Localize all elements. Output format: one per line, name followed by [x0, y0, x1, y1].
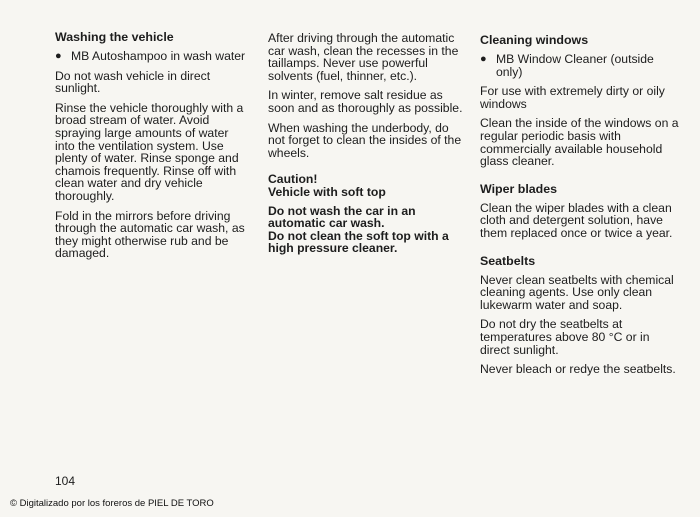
paragraph: When washing the underbody, do not forget to clean the insides of the wheels.: [268, 120, 462, 160]
bullet-item: [480, 53, 680, 78]
heading-washing-vehicle: Washing the vehicle: [55, 30, 174, 44]
caution-box: [268, 173, 466, 255]
paragraph: Never bleach or redye the seatbelts.: [480, 362, 676, 377]
caution-subtitle: Vehicle with soft top: [268, 184, 386, 199]
paragraph: Fold in the mirrors before driving through the automatic car wash, as they might otherwise rub and be damaged.: [55, 208, 245, 261]
paragraph: Clean the wiper blades with a clean cloth and detergent solution, have them replaced once or twice a year.: [480, 200, 673, 240]
bullet-text: MB Window Cleaner (outside only): [496, 52, 654, 79]
column-3: [480, 33, 680, 383]
caution-title: Caution!: [268, 172, 318, 187]
scan-credit: © Digitalizado por los foreros de PIEL DE TORO: [10, 498, 214, 509]
column-1: [55, 30, 251, 267]
column-2: [268, 32, 466, 255]
paragraph: After driving through the automatic car wash, clean the recesses in the taillamps. Never use powerful solvents (fuel, thinner, etc.).: [268, 31, 459, 83]
paragraph: Clean the inside of the windows on a regular periodic basis with commercially available household glass cleaner.: [480, 116, 679, 169]
heading-cleaning-windows: Cleaning windows: [480, 33, 589, 47]
bullet-text: MB Autoshampoo in wash water: [71, 49, 246, 63]
bullet-icon: ●: [480, 53, 487, 65]
caution-text: Do not wash the car in an automatic car wash.: [268, 203, 416, 231]
paragraph: Do not wash vehicle in direct sunlight.: [55, 68, 211, 96]
paragraph: Never clean seatbelts with chemical cleaning agents. Use only clean lukewarm water and soap.: [480, 272, 674, 312]
caution-text: Do not clean the soft top with a high pressure cleaner.: [268, 228, 449, 256]
paragraph: Rinse the vehicle thoroughly with a broad stream of water. Avoid spraying large amounts of water into the ventilation system. Use plenty of water. Rinse sponge and chamois frequently. Rinse off with clean water and dry vehicle thoroughly.: [55, 100, 244, 203]
bullet-item: [55, 50, 251, 63]
paragraph: For use with extremely dirty or oily windows: [480, 84, 665, 111]
heading-wiper-blades: Wiper blades: [480, 181, 558, 196]
heading-seatbelts: Seatbelts: [480, 253, 536, 268]
paragraph: In winter, remove salt residue as soon and as thoroughly as possible.: [268, 88, 463, 115]
page-number: 104: [55, 474, 76, 488]
paragraph: Do not dry the seatbelts at temperatures above 80 °C or in direct sunlight.: [480, 317, 650, 357]
bullet-icon: ●: [55, 50, 62, 62]
